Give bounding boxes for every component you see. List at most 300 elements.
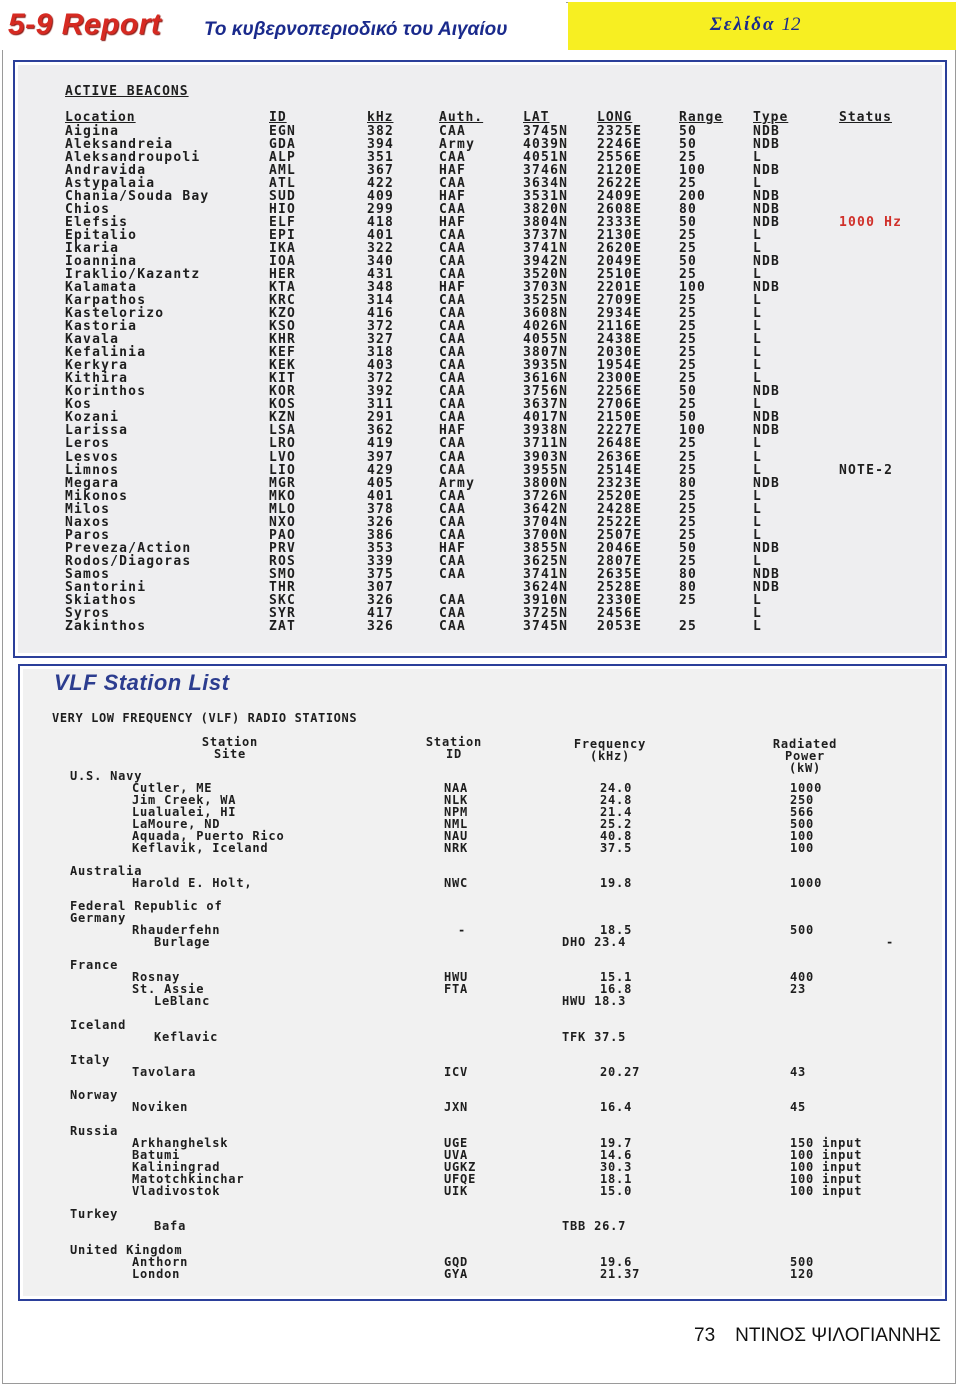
- beacon-cell-auth: CAA: [439, 345, 467, 361]
- beacon-cell-long: 2709E: [597, 293, 643, 309]
- beacon-cell-location: Kastoria: [65, 319, 138, 335]
- beacon-cell-auth: HAF: [439, 423, 467, 439]
- beacon-cell-id: SYR: [269, 605, 297, 621]
- beacon-cell-range: 25: [679, 449, 698, 465]
- beacon-cell-location: Kozani: [65, 410, 120, 426]
- beacon-cell-range: 50: [679, 254, 698, 270]
- beacon-cell-auth: CAA: [439, 527, 467, 543]
- beacon-cell-auth: CAA: [439, 514, 467, 530]
- vlf-site: St. Assie: [132, 982, 205, 996]
- beacon-cell-range: 50: [679, 410, 698, 426]
- beacon-cell-range: 100: [679, 163, 707, 179]
- beacon-cell-long: 2256E: [597, 384, 643, 400]
- beacon-cell-lat: 3531N: [523, 189, 569, 205]
- beacon-cell-lat: 4051N: [523, 150, 569, 166]
- beacon-cell-long: 2622E: [597, 176, 643, 192]
- beacon-cell-range: 25: [679, 319, 698, 335]
- beacon-cell-type: L: [753, 397, 763, 413]
- beacon-cell-lat: 3608N: [523, 306, 569, 322]
- beacon-cell-range: 25: [679, 228, 698, 244]
- vlf-power: 250: [790, 793, 815, 807]
- beacon-cell-khz: 311: [367, 397, 395, 413]
- vlf-site: Cutler, ME: [132, 781, 213, 795]
- vlf-country: Italy: [70, 1053, 111, 1067]
- beacon-cell-lat: 3935N: [523, 358, 569, 374]
- beacon-cell-khz: 339: [367, 553, 395, 569]
- beacon-cell-id: SMO: [269, 566, 297, 582]
- beacon-cell-long: 2120E: [597, 163, 643, 179]
- beacon-cell-range: 50: [679, 384, 698, 400]
- beacon-cell-long: 2522E: [597, 514, 643, 530]
- vlf-station-id: NAA: [444, 781, 469, 795]
- beacon-cell-lat: 3625N: [523, 553, 569, 569]
- footer-page-number: 73: [694, 1325, 716, 1346]
- beacon-row: [15, 215, 945, 231]
- beacon-cell-type: NDB: [753, 189, 781, 205]
- vlf-frequency: 24.8: [600, 793, 633, 807]
- beacon-cell-type: L: [753, 228, 763, 244]
- beacon-cell-long: 2520E: [597, 488, 643, 504]
- beacon-row: [15, 476, 945, 489]
- beacon-cell-khz: 372: [367, 319, 395, 335]
- beacon-cell-long: 2648E: [597, 436, 643, 452]
- beacon-cell-lat: 3820N: [523, 202, 569, 218]
- beacon-cell-id: KEF: [269, 345, 297, 361]
- beacon-row: [15, 541, 945, 554]
- vlf-power: 100 input: [790, 1160, 863, 1174]
- page-header: [0, 0, 960, 52]
- beacon-cell-lat: 3703N: [523, 280, 569, 296]
- vlf-power: 566: [790, 805, 815, 819]
- beacon-row: [15, 163, 945, 179]
- beacon-cell-type: L: [753, 241, 763, 257]
- beacon-cell-long: 2514E: [597, 462, 643, 478]
- vlf-power: 100 input: [790, 1172, 863, 1186]
- beacon-cell-khz: 401: [367, 488, 395, 504]
- page-footer: [694, 1325, 941, 1347]
- beacon-cell-khz: 348: [367, 280, 395, 296]
- beacons-col-status: Status: [839, 110, 892, 125]
- beacon-cell-range: 50: [679, 124, 698, 139]
- beacon-cell-type: NDB: [753, 410, 781, 426]
- vlf-site: Aquada, Puerto Rico: [132, 829, 285, 843]
- vlf-station-id: NAU: [444, 829, 469, 843]
- beacon-cell-khz: 353: [367, 540, 395, 556]
- beacon-cell-khz: 314: [367, 293, 395, 309]
- beacon-cell-location: Ikaria: [65, 241, 120, 257]
- vlf-col-site: [170, 736, 290, 760]
- beacon-row: [15, 267, 945, 283]
- beacon-cell-auth: CAA: [439, 618, 467, 634]
- vlf-subtitle: VERY LOW FREQUENCY (VLF) RADIO STATIONS: [52, 711, 358, 725]
- beacon-row: [15, 137, 945, 153]
- beacon-cell-auth: CAA: [439, 228, 467, 244]
- beacon-cell-id: LRO: [269, 436, 297, 452]
- beacon-cell-long: 2608E: [597, 202, 643, 218]
- beacon-cell-auth: CAA: [439, 150, 467, 166]
- beacon-cell-type: NDB: [753, 215, 781, 231]
- beacon-cell-range: 25: [679, 514, 698, 530]
- beacon-cell-location: Kerkyra: [65, 358, 129, 374]
- vlf-station-id: UFQE: [444, 1172, 477, 1186]
- beacon-cell-khz: 405: [367, 475, 395, 491]
- beacon-cell-id: EGN: [269, 124, 297, 139]
- beacon-cell-khz: 403: [367, 358, 395, 374]
- report-title: 5-9 Report: [8, 8, 162, 41]
- vlf-station-id: JXN: [444, 1100, 469, 1114]
- vlf-site: Rosnay: [132, 970, 181, 984]
- beacon-cell-khz: 416: [367, 306, 395, 322]
- beacon-row: [15, 423, 945, 439]
- beacon-cell-location: Syros: [65, 605, 111, 621]
- beacons-col-lat: LAT: [523, 110, 550, 125]
- beacon-cell-range: 25: [679, 436, 698, 452]
- vlf-frequency: 18.5: [600, 923, 633, 937]
- beacon-cell-location: Mikonos: [65, 488, 129, 504]
- beacon-cell-khz: 322: [367, 241, 395, 257]
- vlf-country: Germany: [70, 911, 127, 925]
- vlf-frequency: HWU 18.3: [562, 994, 627, 1008]
- beacon-cell-long: 2030E: [597, 345, 643, 361]
- beacon-cell-location: Elefsis: [65, 215, 129, 231]
- beacon-cell-range: 50: [679, 215, 698, 231]
- page-word: Σελίδα: [710, 14, 776, 35]
- beacon-cell-khz: 394: [367, 137, 395, 153]
- vlf-frequency: DHO 23.4: [562, 935, 627, 949]
- beacon-row: [15, 580, 945, 593]
- vlf-col-power: [750, 738, 860, 774]
- beacon-cell-location: Chania/Souda Bay: [65, 189, 210, 205]
- beacon-cell-id: ATL: [269, 176, 297, 192]
- beacon-cell-id: LVO: [269, 449, 297, 465]
- report-subtitle: Το κυβερνοπεριοδικό του Αιγαίου: [204, 19, 508, 40]
- beacon-cell-lat: 3704N: [523, 514, 569, 530]
- vlf-power: 500: [790, 923, 815, 937]
- beacon-row: [15, 319, 945, 335]
- beacon-cell-id: KIT: [269, 371, 297, 387]
- beacon-cell-long: 2330E: [597, 592, 643, 608]
- vlf-frequency: 21.37: [600, 1267, 641, 1281]
- beacon-cell-lat: 3942N: [523, 254, 569, 270]
- beacon-cell-lat: 3804N: [523, 215, 569, 231]
- vlf-power: 150 input: [790, 1136, 863, 1150]
- beacon-cell-range: 25: [679, 241, 698, 257]
- vlf-country: U.S. Navy: [70, 769, 143, 783]
- beacon-cell-id: ZAT: [269, 618, 297, 634]
- beacon-cell-type: L: [753, 462, 763, 478]
- beacon-row: [15, 554, 945, 567]
- vlf-site: Arkhanghelsk: [132, 1136, 229, 1150]
- vlf-col-id-line1: Station: [425, 735, 483, 749]
- beacon-cell-lat: 3745N: [523, 124, 569, 139]
- beacon-cell-location: Andravida: [65, 163, 147, 179]
- vlf-frequency: 21.4: [600, 805, 633, 819]
- beacon-cell-range: 25: [679, 618, 698, 634]
- beacon-row: [15, 150, 945, 166]
- beacon-cell-long: 2150E: [597, 410, 643, 426]
- vlf-station-id: GYA: [444, 1267, 469, 1281]
- beacon-cell-lat: 3938N: [523, 423, 569, 439]
- beacon-cell-range: 25: [679, 345, 698, 361]
- beacon-cell-location: Kastelorizo: [65, 306, 165, 322]
- beacon-cell-range: 25: [679, 592, 698, 608]
- beacon-cell-khz: 409: [367, 189, 395, 205]
- beacon-cell-location: Skiathos: [65, 592, 138, 608]
- beacon-cell-type: NDB: [753, 384, 781, 400]
- beacon-cell-id: ELF: [269, 215, 297, 231]
- vlf-frequency: 19.7: [600, 1136, 633, 1150]
- header-title-area: [0, 0, 566, 50]
- beacon-cell-auth: CAA: [439, 254, 467, 270]
- vlf-site: Keflavic: [154, 1030, 219, 1044]
- beacon-cell-lat: 4026N: [523, 319, 569, 335]
- vlf-power: 1000: [790, 781, 823, 795]
- beacon-cell-lat: 3741N: [523, 566, 569, 582]
- vlf-site: LeBlanc: [154, 994, 211, 1008]
- beacon-cell-long: 2325E: [597, 124, 643, 139]
- beacon-cell-khz: 431: [367, 267, 395, 283]
- beacon-cell-type: NDB: [753, 475, 781, 491]
- beacon-cell-location: Limnos: [65, 462, 120, 478]
- beacon-cell-id: AML: [269, 163, 297, 179]
- beacon-row: [15, 280, 945, 296]
- beacon-cell-type: L: [753, 527, 763, 543]
- beacon-cell-lat: 4039N: [523, 137, 569, 153]
- vlf-col-power-line3: (kW): [788, 761, 822, 775]
- beacon-cell-location: Kefalinia: [65, 345, 147, 361]
- vlf-site: Lualualei, HI: [132, 805, 237, 819]
- beacon-cell-type: L: [753, 358, 763, 374]
- beacon-cell-id: PAO: [269, 527, 297, 543]
- beacon-cell-range: 25: [679, 267, 698, 283]
- vlf-col-power-line2: Power: [784, 749, 826, 763]
- beacon-cell-khz: 417: [367, 605, 395, 621]
- beacon-cell-type: L: [753, 319, 763, 335]
- vlf-station-list-image: [18, 664, 947, 1301]
- vlf-power: 400: [790, 970, 815, 984]
- beacon-cell-khz: 326: [367, 514, 395, 530]
- beacon-cell-long: 2528E: [597, 579, 643, 595]
- vlf-frequency: 37.5: [600, 841, 633, 855]
- beacon-cell-long: 2507E: [597, 527, 643, 543]
- beacon-cell-auth: CAA: [439, 371, 467, 387]
- vlf-power: 120: [790, 1267, 815, 1281]
- beacon-cell-id: KZO: [269, 306, 297, 322]
- beacon-cell-location: Milos: [65, 501, 111, 517]
- beacon-row: [15, 397, 945, 413]
- beacon-cell-lat: 3807N: [523, 345, 569, 361]
- beacon-cell-location: Megara: [65, 475, 120, 491]
- beacon-cell-long: 2428E: [597, 501, 643, 517]
- beacon-cell-range: 25: [679, 553, 698, 569]
- beacon-cell-khz: 362: [367, 423, 395, 439]
- vlf-power: 45: [790, 1100, 807, 1114]
- beacon-cell-lat: 3726N: [523, 488, 569, 504]
- beacon-cell-khz: 429: [367, 462, 395, 478]
- beacon-cell-id: LSA: [269, 423, 297, 439]
- beacon-cell-id: EPI: [269, 228, 297, 244]
- beacon-cell-auth: CAA: [439, 176, 467, 192]
- vlf-power: 1000: [790, 876, 823, 890]
- beacon-cell-lat: 4017N: [523, 410, 569, 426]
- beacon-cell-location: Korinthos: [65, 384, 147, 400]
- beacon-cell-id: ALP: [269, 150, 297, 166]
- beacon-cell-khz: 386: [367, 527, 395, 543]
- beacon-cell-auth: Army: [439, 475, 476, 491]
- beacon-row: [15, 515, 945, 528]
- beacon-cell-long: 2116E: [597, 319, 643, 335]
- beacon-cell-range: 25: [679, 462, 698, 478]
- beacon-cell-long: 2706E: [597, 397, 643, 413]
- beacons-col-long: LONG: [597, 110, 633, 125]
- beacons-col-auth: Auth.: [439, 110, 484, 125]
- beacon-cell-location: Epitalio: [65, 228, 138, 244]
- vlf-station-id: HWU: [444, 970, 469, 984]
- beacon-cell-auth: HAF: [439, 280, 467, 296]
- beacon-cell-auth: CAA: [439, 410, 467, 426]
- beacon-cell-id: NXO: [269, 514, 297, 530]
- beacon-cell-range: 50: [679, 540, 698, 556]
- beacon-cell-type: NDB: [753, 163, 781, 179]
- beacon-row: [15, 358, 945, 374]
- beacon-cell-status: 1000 Hz: [839, 215, 903, 231]
- beacon-cell-long: 2049E: [597, 254, 643, 270]
- beacon-cell-range: 25: [679, 371, 698, 387]
- beacon-cell-id: MLO: [269, 501, 297, 517]
- beacon-cell-long: 2556E: [597, 150, 643, 166]
- vlf-col-site-line2: Site: [213, 747, 247, 761]
- beacon-cell-id: GDA: [269, 137, 297, 153]
- beacon-cell-lat: 3525N: [523, 293, 569, 309]
- beacon-cell-khz: 378: [367, 501, 395, 517]
- page-number: 12: [781, 14, 801, 35]
- vlf-country: Russia: [70, 1124, 119, 1138]
- beacon-cell-long: 2053E: [597, 618, 643, 634]
- beacon-cell-type: L: [753, 501, 763, 517]
- beacon-cell-long: 2510E: [597, 267, 643, 283]
- beacon-cell-khz: 367: [367, 163, 395, 179]
- beacon-cell-type: NDB: [753, 254, 781, 270]
- beacon-cell-auth: CAA: [439, 436, 467, 452]
- beacon-cell-range: 80: [679, 579, 698, 595]
- beacon-cell-type: NDB: [753, 540, 781, 556]
- beacon-cell-range: 25: [679, 293, 698, 309]
- beacon-cell-auth: CAA: [439, 332, 467, 348]
- beacon-cell-location: Kavala: [65, 332, 120, 348]
- beacon-row: [15, 371, 945, 387]
- beacon-cell-location: Santorini: [65, 579, 147, 595]
- beacon-cell-long: 2300E: [597, 371, 643, 387]
- beacon-cell-lat: 3700N: [523, 527, 569, 543]
- beacon-row: [15, 606, 945, 619]
- vlf-site: Tavolara: [132, 1065, 197, 1079]
- beacon-cell-range: 25: [679, 150, 698, 166]
- beacon-cell-lat: 3642N: [523, 501, 569, 517]
- beacon-cell-khz: 418: [367, 215, 395, 231]
- beacon-row: [15, 189, 945, 205]
- beacon-cell-id: PRV: [269, 540, 297, 556]
- beacon-cell-type: L: [753, 345, 763, 361]
- beacon-cell-long: 2333E: [597, 215, 643, 231]
- beacon-cell-location: Preveza/Action: [65, 540, 192, 556]
- beacon-cell-location: Rodos/Diagoras: [65, 553, 192, 569]
- vlf-power: 43: [790, 1065, 807, 1079]
- beacons-title: ACTIVE BEACONS: [65, 84, 189, 99]
- page-label: [710, 14, 801, 36]
- beacon-cell-id: KOS: [269, 397, 297, 413]
- beacon-row: [15, 124, 945, 137]
- beacon-cell-id: SKC: [269, 592, 297, 608]
- beacon-cell-lat: 3955N: [523, 462, 569, 478]
- vlf-site: Harold E. Holt,: [132, 876, 253, 890]
- beacon-cell-type: L: [753, 267, 763, 283]
- beacon-row: [15, 567, 945, 580]
- beacon-cell-auth: CAA: [439, 449, 467, 465]
- beacon-cell-status: NOTE-2: [839, 462, 894, 478]
- beacon-cell-location: Kalamata: [65, 280, 138, 296]
- vlf-country: Federal Republic of: [70, 899, 223, 913]
- beacon-row: [15, 332, 945, 348]
- beacon-cell-lat: 4055N: [523, 332, 569, 348]
- beacon-cell-range: 100: [679, 280, 707, 296]
- beacon-cell-long: 2635E: [597, 566, 643, 582]
- vlf-frequency: 18.1: [600, 1172, 633, 1186]
- vlf-frequency: 40.8: [600, 829, 633, 843]
- beacon-cell-long: 2456E: [597, 605, 643, 621]
- vlf-country: Australia: [70, 864, 143, 878]
- beacon-cell-lat: 3637N: [523, 397, 569, 413]
- vlf-frequency: 20.27: [600, 1065, 641, 1079]
- vlf-frequency: 30.3: [600, 1160, 633, 1174]
- vlf-station-id: FTA: [444, 982, 469, 996]
- beacons-col-id: ID: [269, 110, 287, 125]
- beacon-cell-id: ROS: [269, 553, 297, 569]
- beacon-row: [15, 176, 945, 192]
- beacon-cell-id: HIO: [269, 202, 297, 218]
- beacon-cell-auth: CAA: [439, 384, 467, 400]
- beacon-cell-type: L: [753, 618, 763, 634]
- beacon-cell-type: L: [753, 553, 763, 569]
- beacon-cell-auth: CAA: [439, 241, 467, 257]
- vlf-station-id: UIK: [444, 1184, 469, 1198]
- beacon-cell-location: Chios: [65, 202, 111, 218]
- beacon-row: [15, 436, 945, 452]
- beacon-cell-auth: CAA: [439, 553, 467, 569]
- beacon-cell-type: NDB: [753, 202, 781, 218]
- beacon-row: [15, 345, 945, 361]
- vlf-site: Batumi: [132, 1148, 181, 1162]
- beacon-row: [15, 306, 945, 322]
- vlf-col-site-line1: Station: [201, 735, 259, 749]
- beacon-row: [15, 228, 945, 244]
- beacon-cell-lat: 3800N: [523, 475, 569, 491]
- vlf-site: Keflavik, Iceland: [132, 841, 269, 855]
- beacon-cell-location: Astypalaia: [65, 176, 156, 192]
- vlf-frequency: 24.0: [600, 781, 633, 795]
- beacon-cell-lat: 3910N: [523, 592, 569, 608]
- beacon-cell-auth: HAF: [439, 540, 467, 556]
- beacon-cell-range: 25: [679, 488, 698, 504]
- beacon-cell-auth: CAA: [439, 202, 467, 218]
- beacon-cell-khz: 299: [367, 202, 395, 218]
- vlf-col-id-line2: ID: [445, 747, 463, 761]
- beacon-cell-khz: 382: [367, 124, 395, 139]
- vlf-power: 500: [790, 817, 815, 831]
- beacon-cell-range: 25: [679, 176, 698, 192]
- beacon-cell-long: 2246E: [597, 137, 643, 153]
- beacon-cell-khz: 291: [367, 410, 395, 426]
- vlf-frequency: 19.6: [600, 1255, 633, 1269]
